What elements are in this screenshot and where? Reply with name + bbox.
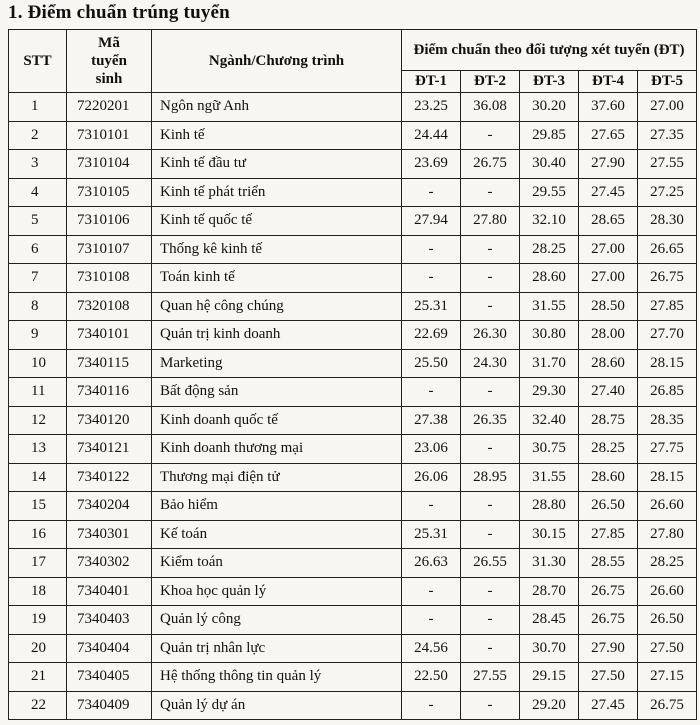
cell-dt5: 28.25 — [638, 549, 697, 578]
cell-dt5: 27.25 — [638, 178, 697, 207]
cell-dt2: - — [461, 492, 520, 521]
header-dt1: ĐT-1 — [402, 71, 461, 93]
cell-code: 7310106 — [67, 207, 152, 236]
cell-dt2: - — [461, 292, 520, 321]
cell-dt3: 29.30 — [520, 378, 579, 407]
cell-dt2: 28.95 — [461, 463, 520, 492]
cell-stt: 7 — [9, 264, 67, 293]
cell-program: Quản trị kinh doanh — [152, 321, 402, 350]
cell-program: Quan hệ công chúng — [152, 292, 402, 321]
cell-program: Thương mại điện tử — [152, 463, 402, 492]
cell-dt2: 36.08 — [461, 93, 520, 122]
table-row — [9, 207, 697, 236]
cell-stt: 16 — [9, 520, 67, 549]
cell-dt5: 27.15 — [638, 663, 697, 692]
cell-dt3: 31.70 — [520, 349, 579, 378]
cell-dt2: 27.80 — [461, 207, 520, 236]
cell-stt: 10 — [9, 349, 67, 378]
cell-dt4: 27.00 — [579, 264, 638, 293]
cell-dt4: 27.40 — [579, 378, 638, 407]
header-score-group: Điểm chuẩn theo đối tượng xét tuyển (ĐT) — [402, 30, 697, 71]
cell-dt5: 26.65 — [638, 235, 697, 264]
cell-dt3: 28.80 — [520, 492, 579, 521]
table-row — [9, 606, 697, 635]
cell-dt1: - — [402, 264, 461, 293]
cell-dt3: 29.15 — [520, 663, 579, 692]
cell-code: 7340302 — [67, 549, 152, 578]
cell-dt5: 28.15 — [638, 463, 697, 492]
cell-dt1: - — [402, 492, 461, 521]
cell-dt5: 27.75 — [638, 435, 697, 464]
cell-code: 7220201 — [67, 93, 152, 122]
cell-code: 7320108 — [67, 292, 152, 321]
cell-dt1: 27.94 — [402, 207, 461, 236]
table-row — [9, 378, 697, 407]
cell-dt1: - — [402, 691, 461, 720]
cell-program: Kinh tế phát triển — [152, 178, 402, 207]
cell-dt5: 27.80 — [638, 520, 697, 549]
cell-code: 7340404 — [67, 634, 152, 663]
cell-dt2: 26.35 — [461, 406, 520, 435]
cell-dt4: 37.60 — [579, 93, 638, 122]
header-dt5: ĐT-5 — [638, 71, 697, 93]
cell-dt2: - — [461, 577, 520, 606]
cell-stt: 18 — [9, 577, 67, 606]
table-row — [9, 349, 697, 378]
cell-stt: 9 — [9, 321, 67, 350]
cell-stt: 14 — [9, 463, 67, 492]
cell-stt: 19 — [9, 606, 67, 635]
cell-dt2: - — [461, 121, 520, 150]
cell-dt3: 28.60 — [520, 264, 579, 293]
table-row — [9, 93, 697, 122]
cell-program: Hệ thống thông tin quản lý — [152, 663, 402, 692]
cell-program: Bảo hiểm — [152, 492, 402, 521]
cell-stt: 17 — [9, 549, 67, 578]
table-row — [9, 292, 697, 321]
cell-dt1: 25.50 — [402, 349, 461, 378]
cell-stt: 15 — [9, 492, 67, 521]
cell-dt4: 28.65 — [579, 207, 638, 236]
table-row — [9, 577, 697, 606]
cell-program: Ngôn ngữ Anh — [152, 93, 402, 122]
cell-dt1: 26.06 — [402, 463, 461, 492]
cell-dt1: 23.69 — [402, 150, 461, 179]
cell-program: Marketing — [152, 349, 402, 378]
cell-stt: 20 — [9, 634, 67, 663]
cell-dt2: 26.30 — [461, 321, 520, 350]
table-row — [9, 435, 697, 464]
cell-dt2: - — [461, 435, 520, 464]
cell-dt5: 27.55 — [638, 150, 697, 179]
cell-dt5: 27.35 — [638, 121, 697, 150]
cell-program: Thống kê kinh tế — [152, 235, 402, 264]
cell-dt3: 31.55 — [520, 292, 579, 321]
cell-dt5: 26.75 — [638, 264, 697, 293]
cell-dt2: - — [461, 606, 520, 635]
cell-code: 7340120 — [67, 406, 152, 435]
cell-program: Quản lý dự án — [152, 691, 402, 720]
cell-dt4: 27.65 — [579, 121, 638, 150]
cell-code: 7340405 — [67, 663, 152, 692]
cell-dt4: 26.50 — [579, 492, 638, 521]
table-body — [9, 93, 697, 720]
cell-dt3: 28.70 — [520, 577, 579, 606]
table-row — [9, 178, 697, 207]
table-row — [9, 321, 697, 350]
cell-dt3: 29.20 — [520, 691, 579, 720]
cell-dt5: 26.85 — [638, 378, 697, 407]
cell-dt3: 30.75 — [520, 435, 579, 464]
table-row — [9, 492, 697, 521]
cell-stt: 4 — [9, 178, 67, 207]
cell-dt2: 26.75 — [461, 150, 520, 179]
table-row — [9, 406, 697, 435]
cell-dt3: 30.20 — [520, 93, 579, 122]
cell-code: 7340115 — [67, 349, 152, 378]
cell-code: 7340121 — [67, 435, 152, 464]
cell-stt: 21 — [9, 663, 67, 692]
cell-dt3: 30.40 — [520, 150, 579, 179]
cell-code: 7310104 — [67, 150, 152, 179]
cell-stt: 2 — [9, 121, 67, 150]
table-row — [9, 691, 697, 720]
cell-code: 7310108 — [67, 264, 152, 293]
cell-dt3: 29.85 — [520, 121, 579, 150]
cell-dt4: 27.50 — [579, 663, 638, 692]
cell-dt2: 24.30 — [461, 349, 520, 378]
cell-dt1: 25.31 — [402, 292, 461, 321]
cell-dt1: 26.63 — [402, 549, 461, 578]
cell-dt5: 27.85 — [638, 292, 697, 321]
cell-dt2: 27.55 — [461, 663, 520, 692]
header-code-line3: sinh — [95, 71, 123, 87]
header-program: Ngành/Chương trình — [152, 30, 402, 93]
cell-dt1: - — [402, 606, 461, 635]
cell-dt1: - — [402, 577, 461, 606]
table-row — [9, 663, 697, 692]
section-heading: 1. Điểm chuẩn trúng tuyển — [8, 2, 230, 23]
cell-dt5: 26.60 — [638, 492, 697, 521]
cell-program: Kiểm toán — [152, 549, 402, 578]
admission-score-table — [8, 29, 697, 720]
cell-code: 7340401 — [67, 577, 152, 606]
header-dt4: ĐT-4 — [579, 71, 638, 93]
cell-dt3: 30.80 — [520, 321, 579, 350]
cell-code: 7340409 — [67, 691, 152, 720]
header-stt: STT — [9, 30, 67, 93]
cell-dt1: 22.69 — [402, 321, 461, 350]
cell-dt1: - — [402, 378, 461, 407]
cell-dt2: - — [461, 691, 520, 720]
cell-dt3: 31.55 — [520, 463, 579, 492]
table-row — [9, 121, 697, 150]
cell-dt1: - — [402, 235, 461, 264]
cell-stt: 13 — [9, 435, 67, 464]
header-code-line1: Mã — [98, 35, 120, 51]
cell-dt4: 28.60 — [579, 349, 638, 378]
cell-program: Kinh tế đầu tư — [152, 150, 402, 179]
cell-program: Kinh doanh quốc tế — [152, 406, 402, 435]
cell-dt4: 27.90 — [579, 150, 638, 179]
cell-dt1: 27.38 — [402, 406, 461, 435]
header-dt2: ĐT-2 — [461, 71, 520, 93]
cell-code: 7310107 — [67, 235, 152, 264]
cell-code: 7310105 — [67, 178, 152, 207]
cell-code: 7340101 — [67, 321, 152, 350]
cell-stt: 1 — [9, 93, 67, 122]
cell-dt4: 27.45 — [579, 691, 638, 720]
cell-dt4: 28.75 — [579, 406, 638, 435]
cell-dt5: 26.60 — [638, 577, 697, 606]
header-code — [67, 30, 152, 93]
cell-dt4: 27.00 — [579, 235, 638, 264]
cell-code: 7340204 — [67, 492, 152, 521]
cell-dt5: 28.30 — [638, 207, 697, 236]
cell-dt3: 32.10 — [520, 207, 579, 236]
cell-code: 7340301 — [67, 520, 152, 549]
cell-program: Kinh doanh thương mại — [152, 435, 402, 464]
cell-dt1: 23.06 — [402, 435, 461, 464]
cell-dt2: - — [461, 235, 520, 264]
table-row — [9, 520, 697, 549]
cell-dt1: 22.50 — [402, 663, 461, 692]
cell-dt2: - — [461, 634, 520, 663]
cell-dt3: 32.40 — [520, 406, 579, 435]
cell-program: Kinh tế — [152, 121, 402, 150]
table-row — [9, 463, 697, 492]
cell-program: Bất động sản — [152, 378, 402, 407]
cell-dt1: 23.25 — [402, 93, 461, 122]
cell-dt5: 28.15 — [638, 349, 697, 378]
cell-dt4: 26.75 — [579, 606, 638, 635]
cell-dt3: 30.15 — [520, 520, 579, 549]
cell-code: 7340122 — [67, 463, 152, 492]
cell-dt1: 24.44 — [402, 121, 461, 150]
cell-stt: 11 — [9, 378, 67, 407]
cell-dt5: 26.50 — [638, 606, 697, 635]
table-row — [9, 549, 697, 578]
table-row — [9, 264, 697, 293]
cell-dt5: 26.75 — [638, 691, 697, 720]
cell-dt4: 28.50 — [579, 292, 638, 321]
cell-dt2: - — [461, 264, 520, 293]
table-row — [9, 235, 697, 264]
header-code-line2: tuyển — [91, 53, 127, 69]
cell-dt5: 28.35 — [638, 406, 697, 435]
cell-code: 7340116 — [67, 378, 152, 407]
cell-stt: 8 — [9, 292, 67, 321]
cell-program: Quản lý công — [152, 606, 402, 635]
cell-code: 7310101 — [67, 121, 152, 150]
cell-dt3: 28.25 — [520, 235, 579, 264]
cell-code: 7340403 — [67, 606, 152, 635]
cell-dt2: - — [461, 378, 520, 407]
cell-dt5: 27.70 — [638, 321, 697, 350]
cell-dt5: 27.00 — [638, 93, 697, 122]
table-row — [9, 150, 697, 179]
cell-dt2: - — [461, 520, 520, 549]
cell-dt4: 26.75 — [579, 577, 638, 606]
cell-program: Toán kinh tế — [152, 264, 402, 293]
cell-dt3: 29.55 — [520, 178, 579, 207]
cell-dt3: 28.45 — [520, 606, 579, 635]
cell-dt1: 25.31 — [402, 520, 461, 549]
cell-dt4: 27.45 — [579, 178, 638, 207]
cell-dt4: 27.90 — [579, 634, 638, 663]
cell-dt2: 26.55 — [461, 549, 520, 578]
cell-program: Khoa học quản lý — [152, 577, 402, 606]
cell-dt3: 31.30 — [520, 549, 579, 578]
cell-dt5: 27.50 — [638, 634, 697, 663]
header-dt3: ĐT-3 — [520, 71, 579, 93]
cell-dt4: 28.60 — [579, 463, 638, 492]
cell-dt3: 30.70 — [520, 634, 579, 663]
header-row — [9, 30, 697, 71]
cell-program: Kinh tế quốc tế — [152, 207, 402, 236]
table-row — [9, 634, 697, 663]
cell-dt4: 27.85 — [579, 520, 638, 549]
cell-dt4: 28.25 — [579, 435, 638, 464]
cell-dt2: - — [461, 178, 520, 207]
cell-stt: 22 — [9, 691, 67, 720]
cell-dt1: 24.56 — [402, 634, 461, 663]
cell-dt4: 28.00 — [579, 321, 638, 350]
cell-dt4: 28.55 — [579, 549, 638, 578]
cell-dt1: - — [402, 178, 461, 207]
cell-stt: 6 — [9, 235, 67, 264]
cell-stt: 12 — [9, 406, 67, 435]
cell-program: Kế toán — [152, 520, 402, 549]
cell-stt: 3 — [9, 150, 67, 179]
cell-stt: 5 — [9, 207, 67, 236]
cell-program: Quản trị nhân lực — [152, 634, 402, 663]
